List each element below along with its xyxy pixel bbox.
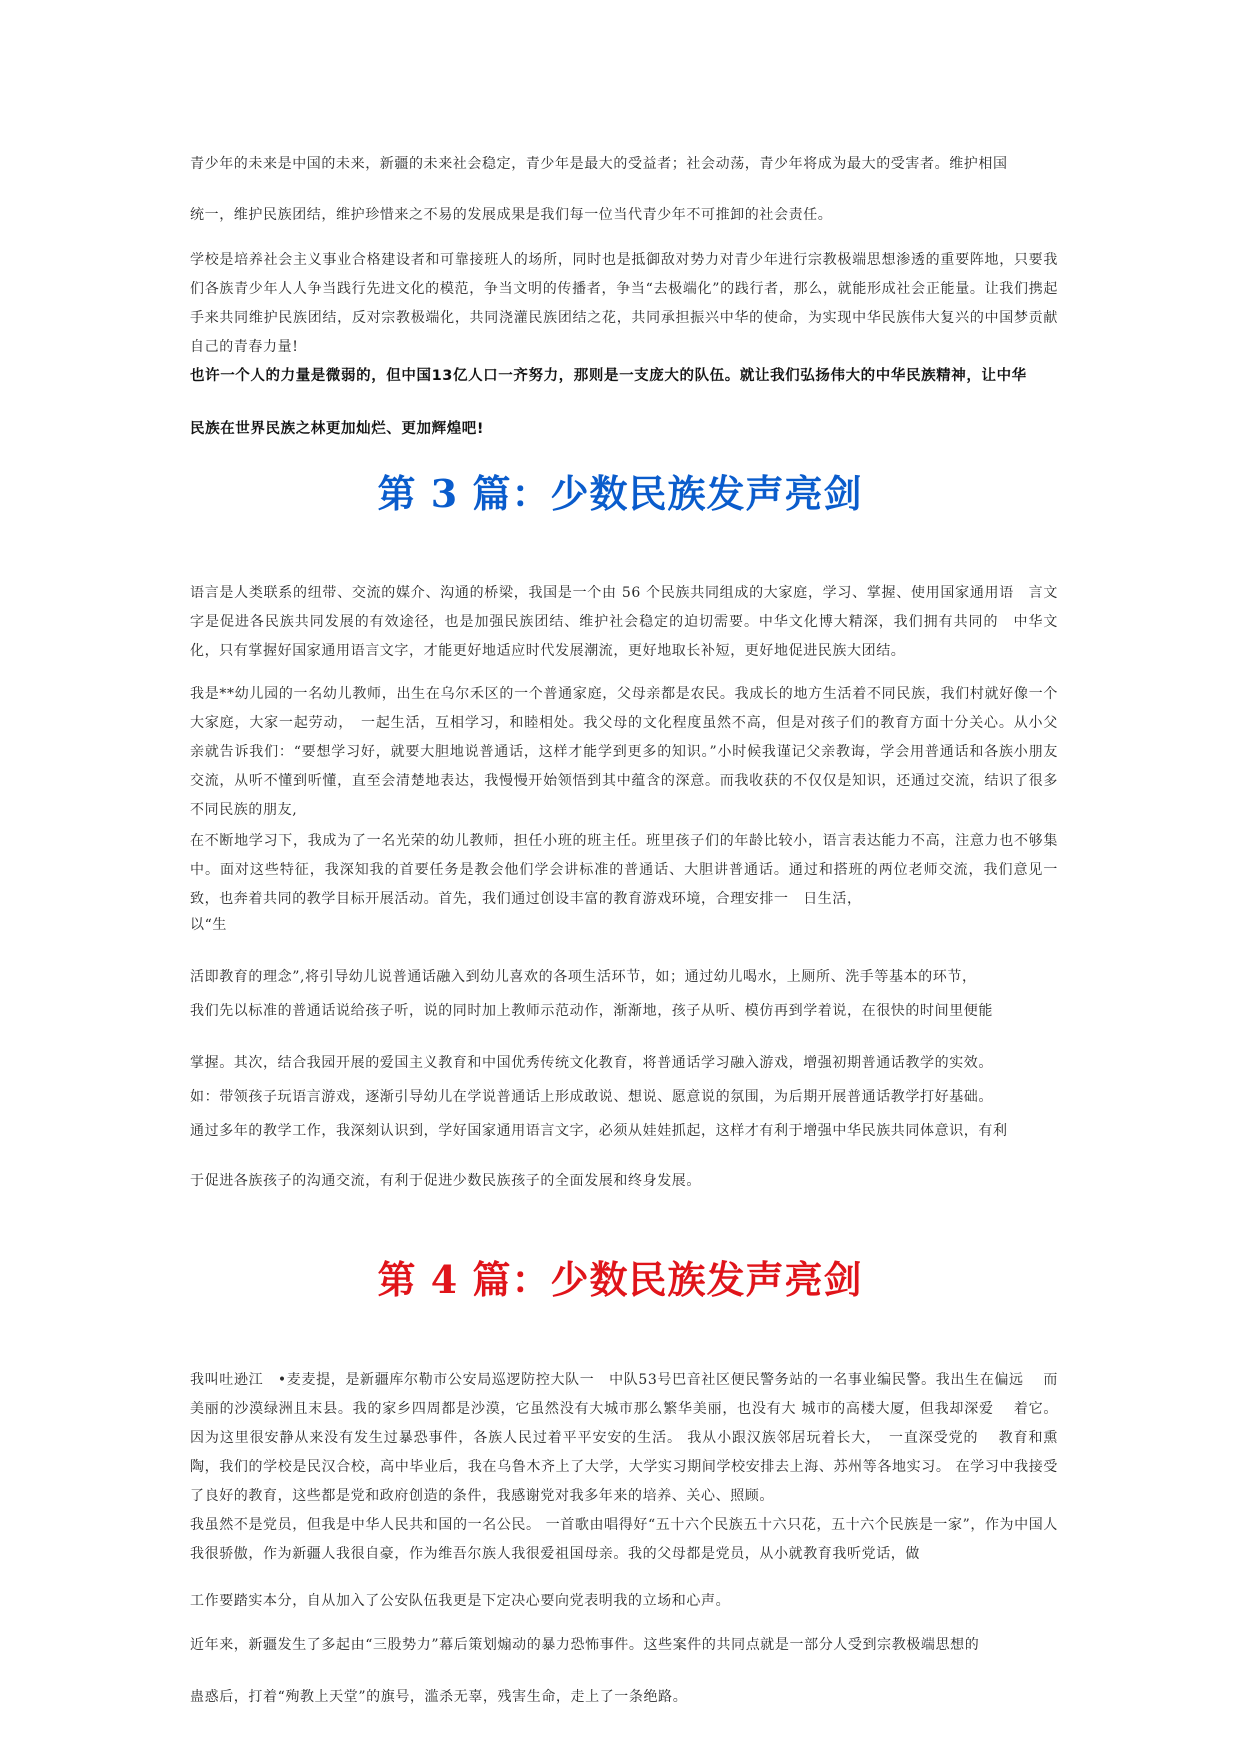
section-4-line-resolve: 工作要踏实本分，自从加入了公安队伍我更是下定决心要向党表明我的立场和心声。 [190,1593,731,1609]
section-3-title: 第 3 篇：少数民族发声亮剑 [377,471,863,516]
intro-bold-line-2: 民族在世界民族之林更加灿烂、更加辉煌吧! [190,421,485,437]
section-3-paragraph-teacher: 我是**幼儿园的一名幼儿教师，出生在乌尔禾区的一个普通家庭，父母亲都是农民。我成长的地方生活着不同民族，我们村就好像一个大家庭，大家一起劳动， 一起生活，互相学习，和睦相处。我父母的文化程度虽然不高，但是对孩子们的教育方面十分关心。从小父亲就告诉我们：“要想学习好，就要大胆地说普通话，这样才能学到更多的知识。”小时候我谨记父亲教诲，学会用普通话和各族小朋友交流，从听不懂到听懂，直至会清楚地表达，我慢慢开始领悟到其中蕴含的深意。而我收获的不仅仅是知识，还通过交流，结识了很多不同民族的朋友, [190,686,1058,818]
section-3-paragraph-language: 语言是人类联系的纽带、交流的媒介、沟通的桥梁，我国是一个由 56 个民族共同组成的大家庭，学习、掌握、使用国家通用语 言文字是促进各民族共同发展的有效途径，也是加强民族团结、维护社会稳定的迫切需要。中华文化博大精深，我们拥有共同的 中华文化，只有掌握好国家通用语言文字，才能更好地适应时代发展潮流，更好地取长补短，更好地促进民族大团结。 [190,585,1058,659]
section-4-line-closing: 蛊惑后，打着“殉教上天堂”的旗号，滥杀无辜，残害生命，走上了一条绝路。 [190,1689,688,1705]
section-3-line-habits: 活即教育的理念”,将引导幼儿说普通话融入到幼儿喜欢的各项生活环节，如；通过幼儿喝水，上厕所、洗手等基本的环节， [190,969,977,985]
intro-paragraph-school: 学校是培养社会主义事业合格建设者和可靠接班人的场所，同时也是抵御敌对势力对青少年进行宗教极端思想渗透的重要阵地，只要我们各族青少年人人争当践行先进文化的模范，争当文明的传播者，争当“去极端化”的践行者，那么，就能形成社会正能量。让我们携起手来共同维护民族团结，反对宗教极端化，共同浇灌民族团结之花，共同承担振兴中华的使命，为实现中华民族伟大复兴的中国梦贡献自己的青春力量! [190,252,1058,355]
section-4-line-events: 近年来，新疆发生了多起由“三股势力”幕后策划煽动的暴力恐怖事件。这些案件的共同点就是一部分人受到宗教极端思想的 [190,1637,980,1653]
section-3-line-demo: 我们先以标准的普通话说给孩子听，说的同时加上教师示范动作，渐渐地，孩子从听、模仿再到学着说，在很快的时间里便能 [190,1003,993,1019]
section-3-line-insight: 通过多年的教学工作，我深刻认识到，学好国家通用语言文字，必须从娃娃抓起，这样才有利于增强中华民族共同体意识，有利 [190,1123,1008,1139]
intro-bold-line-1: 也许一个人的力量是微弱的，但中国13亿人口一齐努力，那则是一支庞大的队伍。就让我们弘扬伟大的中华民族精神，让中华 [190,368,1027,384]
intro-line-2: 统一，维护民族团结，维护珍惜来之不易的发展成果是我们每一位当代青少年不可推卸的社会责任。 [190,207,833,223]
section-3-fragment: 以“生 [190,917,227,933]
section-3-line-mastery: 掌握。其次，结合我园开展的爱国主义教育和中国优秀传统文化教育，将普通话学习融入游戏，增强初期普通话教学的实效。 [190,1055,993,1071]
section-4-paragraph-citizen: 我虽然不是党员，但我是中华人民共和国的一名公民。 一首歌由唱得好“五十六个民族五十六只花，五十六个民族是一家”，作为中国人我很骄傲，作为新疆人我很自豪，作为维吾尔族人我很爱祖国母亲。我的父母都是党员，从小就教育我听党话，做 [190,1517,1058,1562]
section-3-paragraph-class: 在不断地学习下，我成为了一名光荣的幼儿教师，担任小班的班主任。班里孩子们的年龄比较小，语言表达能力不高，注意力也不够集中。面对这些特征，我深知我的首要任务是教会他们学会讲标准的普通话、大胆讲普通话。通过和搭班的两位老师交流，我们意见一致，也奔着共同的教学目标开展活动。首先，我们通过创设丰富的教育游戏环境，合理安排一 日生活， [190,833,1058,907]
section-3-line-closing: 于促进各族孩子的沟通交流，有利于促进少数民族孩子的全面发展和终身发展。 [190,1173,701,1189]
intro-line-1: 青少年的未来是中国的未来，新疆的未来社会稳定，青少年是最大的受益者；社会动荡，青少年将成为最大的受害者。维护相国 [190,156,1008,172]
section-3-line-games: 如：带领孩子玩语言游戏，逐渐引导幼儿在学说普通话上形成敢说、想说、愿意说的氛围，为后期开展普通话教学打好基础。 [190,1089,993,1105]
section-4-paragraph-intro: 我叫吐逊江 •麦麦提，是新疆库尔勒市公安局巡逻防控大队一 中队53号巴音社区便民警务站的一名事业编民警。我出生在偏远 而美丽的沙漠绿洲且末县。我的家乡四周都是沙漠，它虽然没有大城市那么繁华美丽，也没有大 城市的高楼大厦，但我却深爱 着它。因为这里很安静从来没有发生过暴恐事件，各族人民过着平平安安的生活。 我从小跟汉族邻居玩着长大， 一直深受党的 教育和熏陶，我们的学校是民汉合校，高中毕业后，我在乌鲁木齐上了大学，大学实习期间学校安排去上海、苏州等各地实习。 在学习中我接受了良好的教育，这些都是党和政府创造的条件，我感谢党对我多年来的培养、关心、照顾。 [190,1372,1058,1504]
section-4-title: 第 4 篇：少数民族发声亮剑 [377,1257,863,1302]
